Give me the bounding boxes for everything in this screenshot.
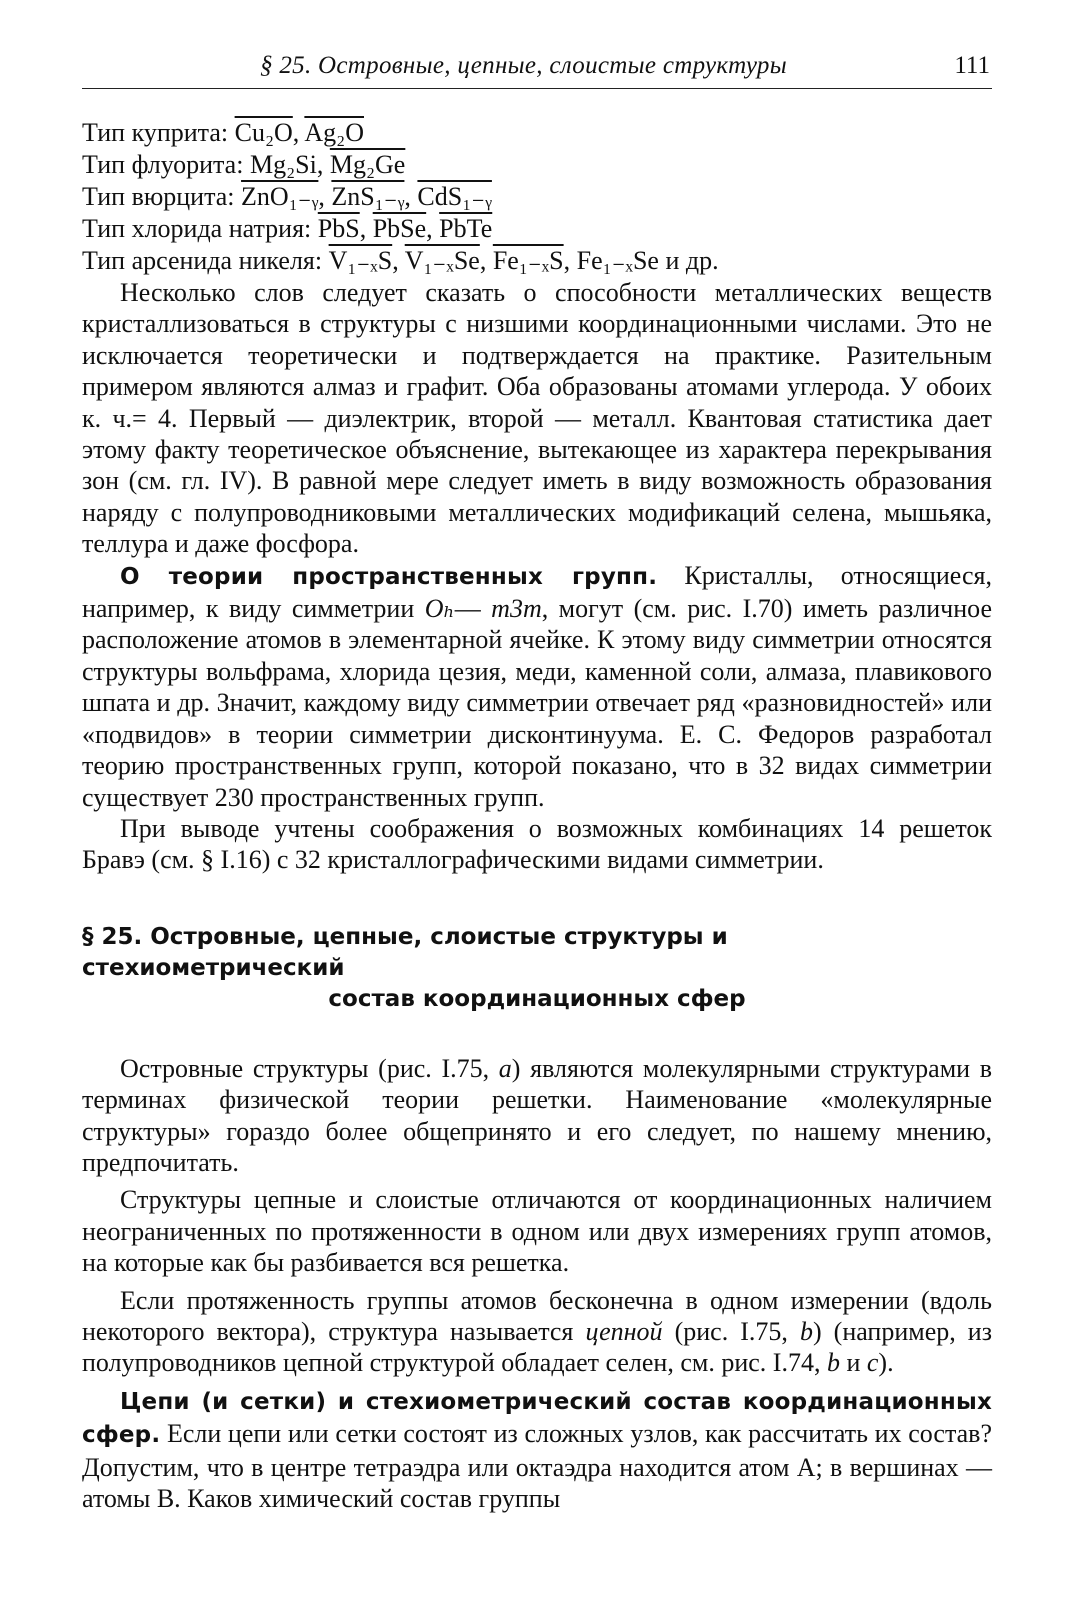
section-heading-line: состав координационных сфер [328, 985, 746, 1012]
text-run: — [454, 594, 492, 624]
figure-ref: b [799, 1316, 813, 1346]
page-number: 111 [954, 52, 990, 79]
paragraph-stoichiometry [82, 1385, 992, 1515]
running-head-title: § 25. Островные, цепные, слоистые структуры [260, 52, 787, 79]
formula: Ag₂O [304, 118, 364, 147]
text-run: ). [878, 1348, 894, 1378]
text-run: Если цепи или сетки состоят из сложных узлов, как рассчитать их состав? Допустим, что в центре тетраэдра или октаэдра находится атом А; в вершинах — атомы В. Каков химический состав группы [82, 1419, 992, 1513]
text-run: и [839, 1348, 867, 1378]
paragraph-chain-definition [82, 1285, 992, 1379]
text-run: ) (например, из полупроводников цепной структурой обладает селен, см. рис. I.74, [82, 1316, 992, 1378]
running-head [82, 52, 992, 89]
text-run: Кристаллы, относящиеся, например, к виду симметрии [82, 560, 992, 624]
term: цепной [585, 1316, 663, 1346]
structure-type-line: Тип флуорита: Mg₂Si, Mg₂Ge [82, 150, 406, 179]
section-heading-line: § 25. Островные, цепные, слоистые структуры и стехиометрический [82, 923, 728, 981]
figure-ref: b [826, 1348, 840, 1378]
paragraph-chain-layer: Структуры цепные и слоистые отличаются от координационных наличием неограниченных по протяженности в одном или двух измерениях групп атомов, на которые как бы разбивается вся решетка. [82, 1185, 992, 1278]
structure-type-label: Тип арсенида никеля: [82, 246, 323, 275]
structure-type-tail: , Fe₁₋ₓSe и др. [563, 246, 719, 275]
formula: ZnS₁₋ᵧ [331, 182, 405, 211]
formula: Mg₂Si [249, 150, 317, 179]
structure-type-label: Тип хлорида натрия: [82, 214, 312, 243]
formula: Fe₁₋ₓS [492, 246, 564, 275]
formula: CdS₁₋ᵧ [417, 182, 492, 211]
paragraph-bravais: При выводе учтены соображения о возможных комбинациях 14 решеток Бравэ (см. § I.16) с 32 кристаллографическими видами симметрии. [82, 813, 992, 875]
formula: ZnO₁₋ᵧ [241, 182, 319, 211]
formula: PbSe [372, 214, 427, 243]
text-run: , могут (см. рис. I.70) иметь различное расположение атомов в элементарной ячейке. К этому виду симметрии относятся структуры вольфрама, хлорида цезия, меди, каменной соли, алмаза, плавикового шпата и др. Значит, каждому виду симметрии отвечает ряд «разновидностей» или «подвидов» в теории симметрии дисконтинуума. Е. С. Федоров разработал теорию пространственных групп, которой показано, что в 32 видах симметрии существует 230 пространственных групп. [82, 594, 992, 812]
paragraph-metallic-crystallization: Несколько слов следует сказать о способности металлических веществ кристаллизоваться в структуры с низшими координационными числами. Это не исключается теоретически и подтверждается на практике. Разительным примером являются алмаз и графит. Оба образованы атомами углерода. У обоих к. ч.= 4. Первый — диэлектрик, второй — металл. Квантовая статистика дает этому факту теоретическое объяснение, вытекающее из характера перекрывания зон (см. гл. IV). В равной мере следует иметь в виду возможность образования наряду с полупроводниковыми металлических модификаций селена, мышьяка, теллура и даже фосфора. [82, 278, 992, 559]
run-in-heading: О теории пространственных групп. [120, 563, 658, 590]
formula: V₁₋ₓS [328, 246, 393, 275]
text-run: Если протяженность группы атомов бесконечна в одном измерении (вдоль некоторого вектора), структура называется [82, 1285, 992, 1346]
structure-type-label: Тип куприта: [82, 118, 229, 147]
symmetry-symbol: Oₕ [424, 594, 455, 624]
structure-type-line: Тип куприта: Cu₂O, Ag₂O [82, 118, 364, 147]
structure-type-line: Тип хлорида натрия: $\overline{PbS}$, PbSe, PbTe [82, 214, 493, 243]
formula: $\overline{PbS}$ [317, 214, 360, 243]
page [82, 52, 992, 1514]
formula: Cu₂O [234, 118, 293, 147]
structure-type-line: Тип вюрцита: ZnO₁₋ᵧ, ZnS₁₋ᵧ, CdS₁₋ᵧ [82, 182, 492, 211]
structure-type-line: Тип арсенида никеля: V₁₋ₓS, V₁₋ₓSe, Fe₁₋ₓS, Fe₁₋ₓSe и др. [82, 246, 719, 275]
formula: Mg₂Ge [329, 150, 406, 179]
figure-ref: a [498, 1053, 512, 1083]
text-run: ) являются молекулярными структурами в терминах физической теории решетки. Наименование «молекулярные структуры» гораздо более общепринято и его следует, по нашему мнению, предпочитать. [82, 1053, 993, 1177]
structure-type-list [82, 117, 992, 277]
paragraph-space-groups [82, 560, 992, 813]
text-run: Островные структуры (рис. I.75, [120, 1053, 499, 1083]
symmetry-symbol: m3m [491, 594, 542, 624]
paragraph-island-structures [82, 1053, 992, 1179]
structure-type-label: Тип вюрцита: [82, 182, 235, 211]
formula: PbTe [439, 214, 493, 243]
structure-type-label: Тип флуорита: [82, 150, 244, 179]
figure-ref: c [866, 1348, 879, 1378]
text-run: (рис. I.75, [662, 1316, 800, 1346]
section-heading [82, 922, 992, 1015]
run-in-heading: Цепи (и сетки) и стехиометрический состав координационных сфер. [82, 1388, 992, 1449]
formula: V₁₋ₓSe [404, 246, 480, 275]
